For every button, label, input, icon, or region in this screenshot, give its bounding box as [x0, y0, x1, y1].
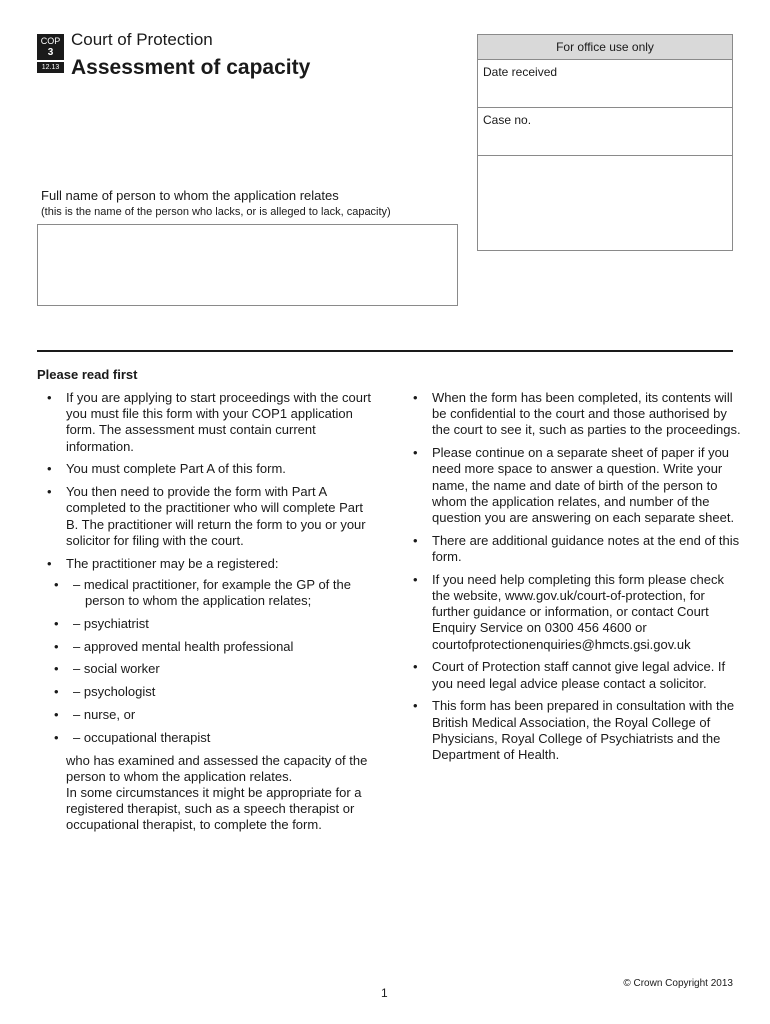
- practitioner-outro-note: In some circumstances it might be appropriate for a registered therapist, such as a speech therapist or occupational therapist, to complete the form.: [66, 785, 362, 833]
- practitioner-intro: • The practitioner may be a registered:: [66, 555, 279, 571]
- court-name: Court of Protection: [71, 30, 213, 49]
- practitioner-type: • – social worker: [66, 661, 377, 677]
- practitioner-type: • – approved mental health professional: [66, 639, 377, 655]
- section-divider: [37, 350, 733, 352]
- guidance-item: • When the form has been completed, its contents will be confidential to the court and those authorised by the court to see it, such as parties to the proceedings.: [413, 390, 743, 439]
- person-name-sublabel: (this is the name of the person who lacks, or is alleged to lack, capacity): [41, 206, 391, 218]
- form-version: 12.13: [37, 62, 64, 73]
- guidance-item: • There are additional guidance notes at the end of this form.: [413, 533, 743, 565]
- date-received-field[interactable]: [478, 60, 732, 108]
- form-code-badge: [37, 34, 64, 74]
- guidance-item: • Please continue on a separate sheet of paper if you need more space to answer a question. Write your name, the name and date of birth of the person to whom the application relates, and number of the question you are answering on each separate sheet.: [413, 445, 743, 526]
- guidance-left-column: [47, 390, 377, 840]
- page-title: Assessment of capacity: [71, 56, 311, 79]
- practitioner-type: • – nurse, or: [66, 707, 377, 723]
- date-received-label: Date received: [483, 65, 558, 79]
- section-heading: Please read first: [37, 367, 138, 382]
- guidance-item: • If you need help completing this form please check the website, www.gov.uk/court-of-protection, for further guidance or information, or contact Court Enquiry Service on 0300 456 4600 or courtofprotectionenquiries@hmcts.gsi.gov.uk: [413, 572, 743, 653]
- guidance-item: • If you are applying to start proceedings with the court you must file this form with your COP1 application form. The assessment must contain current information.: [47, 390, 377, 455]
- guidance-item: • You must complete Part A of this form.: [47, 461, 377, 477]
- guidance-item: [47, 556, 377, 834]
- practitioner-list: [66, 577, 377, 746]
- page-number: 1: [381, 986, 388, 1000]
- case-number-field[interactable]: [478, 108, 732, 156]
- practitioner-type: • – occupational therapist: [66, 730, 377, 746]
- case-number-label: Case no.: [483, 113, 532, 127]
- practitioner-type: • – psychologist: [66, 684, 377, 700]
- guidance-right-column: [413, 390, 743, 770]
- copyright-notice: © Crown Copyright 2013: [623, 978, 733, 989]
- office-use-title: For office use only: [478, 35, 732, 60]
- form-code: [37, 34, 64, 60]
- office-use-box: [477, 34, 733, 251]
- form-code-prefix: COP: [40, 36, 61, 46]
- practitioner-type: • – psychiatrist: [66, 616, 377, 632]
- guidance-item: • Court of Protection staff cannot give legal advice. If you need legal advice please contact a solicitor.: [413, 659, 743, 691]
- practitioner-outro: who has examined and assessed the capacity of the person to whom the application relates.: [66, 752, 368, 784]
- person-name-field[interactable]: [37, 224, 458, 306]
- form-code-number: 3: [47, 47, 54, 58]
- person-name-label: Full name of person to whom the application relates: [41, 188, 339, 203]
- guidance-item: • This form has been prepared in consultation with the British Medical Association, the Royal College of Physicians, Royal College of Psychiatrists and the Department of Health.: [413, 698, 743, 763]
- practitioner-type: • – medical practitioner, for example the GP of the person to whom the application relates;: [66, 577, 377, 609]
- guidance-item: • You then need to provide the form with Part A completed to the practitioner who will complete Part B. The practitioner will return the form to you or your solicitor for filing with the court.: [47, 484, 377, 549]
